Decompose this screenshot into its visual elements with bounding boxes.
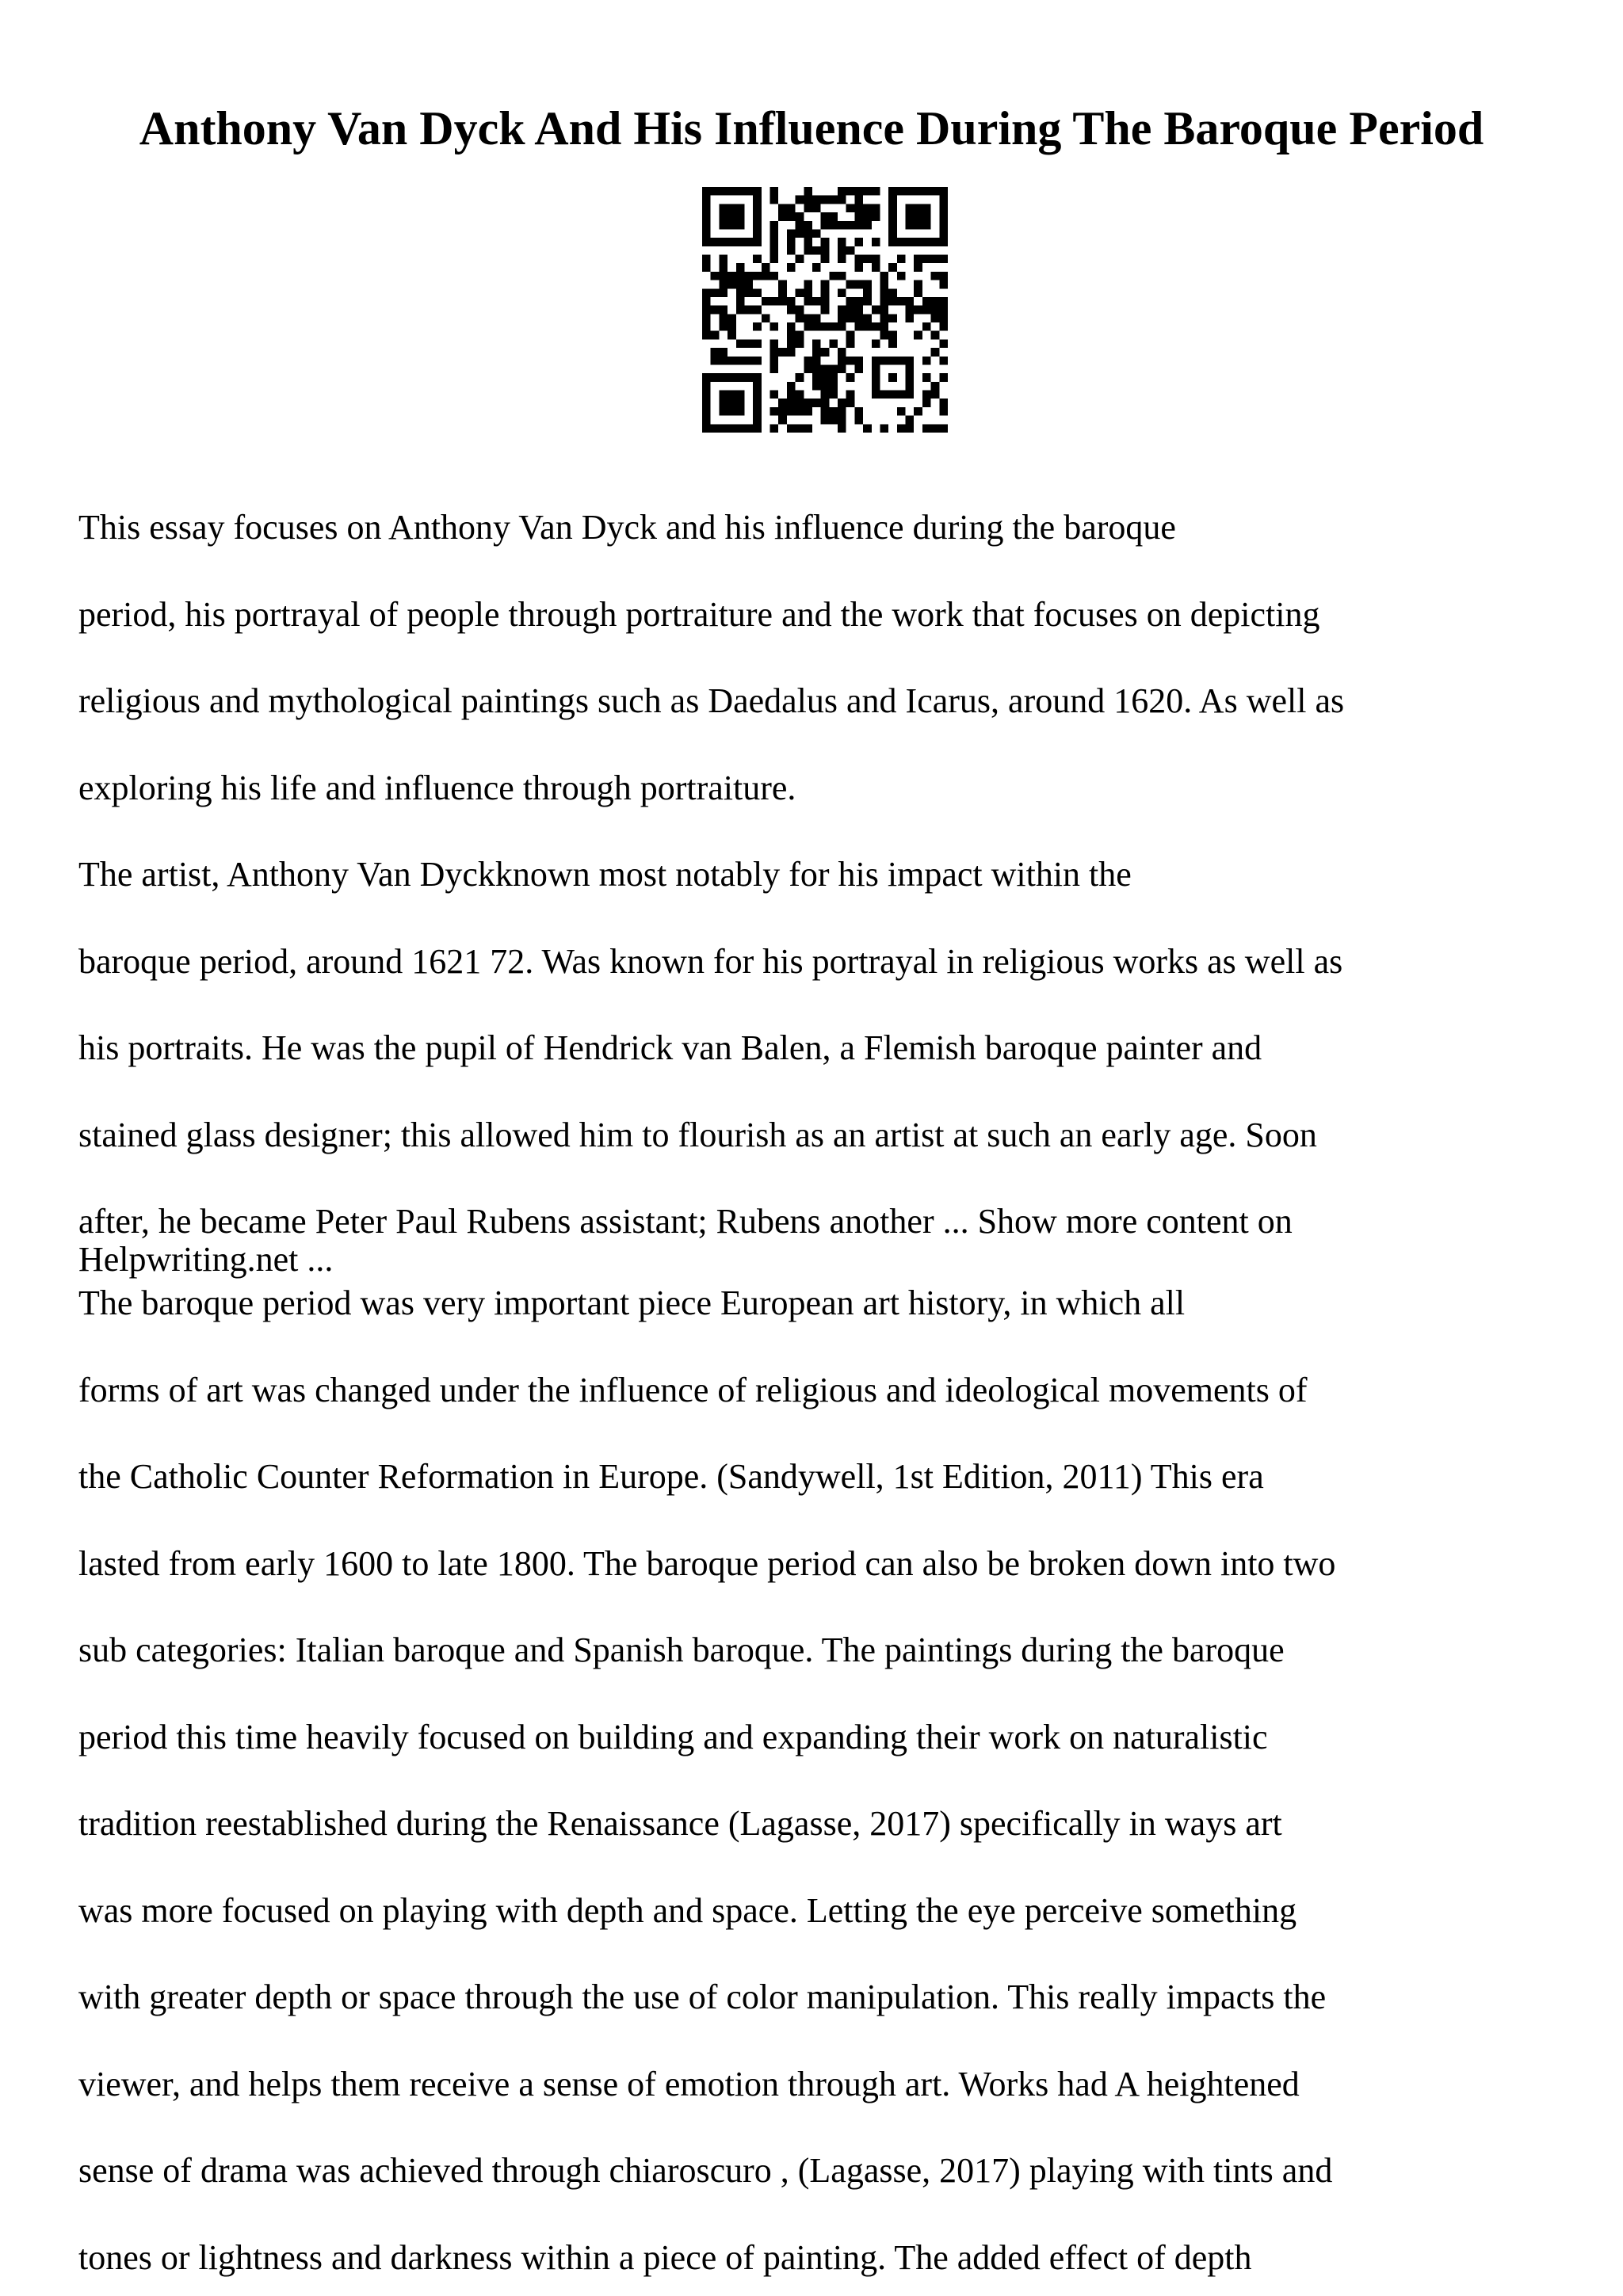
text-line: stained glass designer; this allowed him to flourish as an artist at such an early age. Soon (78, 1116, 1317, 1154)
text-line: baroque period, around 1621 72. Was known for his portrayal in religious works as well as (78, 942, 1343, 981)
text-line: tradition reestablished during the Renaissance (Lagasse, 2017) specifically in ways art (78, 1804, 1282, 1843)
text-line: Helpwriting.net ... (78, 1240, 334, 1279)
text-line: religious and mythological paintings such as Daedalus and Icarus, around 1620. As well as (78, 681, 1345, 720)
text-line: his portraits. He was the pupil of Hendrick van Balen, a Flemish baroque painter and (78, 1028, 1262, 1067)
text-line: the Catholic Counter Reformation in Europe. (Sandywell, 1st Edition, 2011) This era (78, 1457, 1264, 1496)
text-line: was more focused on playing with depth and space. Letting the eye perceive something (78, 1891, 1297, 1930)
text-line: exploring his life and influence through portraiture. (78, 769, 796, 807)
text-line: with greater depth or space through the use of color manipulation. This really impacts the (78, 1978, 1327, 2016)
document-title: Anthony Van Dyck And His Influence During The Baroque Period (139, 102, 1484, 154)
text-line: This essay focuses on Anthony Van Dyck and his influence during the baroque (78, 508, 1176, 547)
text-line: sense of drama was achieved through chiaroscuro , (Lagasse, 2017) playing with tints and (78, 2151, 1333, 2190)
text-line: The artist, Anthony Van Dyckknown most notably for his impact within the (78, 855, 1132, 894)
text-line: lasted from early 1600 to late 1800. The baroque period can also be broken down into two (78, 1544, 1336, 1583)
qr-code-icon (702, 187, 948, 433)
text-line: viewer, and helps them receive a sense of emotion through art. Works had A heightened (78, 2065, 1300, 2103)
text-line: sub categories: Italian baroque and Spanish baroque. The paintings during the baroque (78, 1630, 1285, 1669)
text-line: The baroque period was very important piece European art history, in which all (78, 1283, 1186, 1322)
text-line: after, he became Peter Paul Rubens assistant; Rubens another ... Show more content on (78, 1202, 1293, 1241)
text-line: tones or lightness and darkness within a piece of painting. The added effect of depth (78, 2238, 1252, 2277)
text-line: forms of art was changed under the influence of religious and ideological movements of (78, 1371, 1308, 1409)
text-line: period, his portrayal of people through portraiture and the work that focuses on depicting (78, 595, 1320, 634)
text-line: period this time heavily focused on building and expanding their work on naturalistic (78, 1718, 1268, 1756)
